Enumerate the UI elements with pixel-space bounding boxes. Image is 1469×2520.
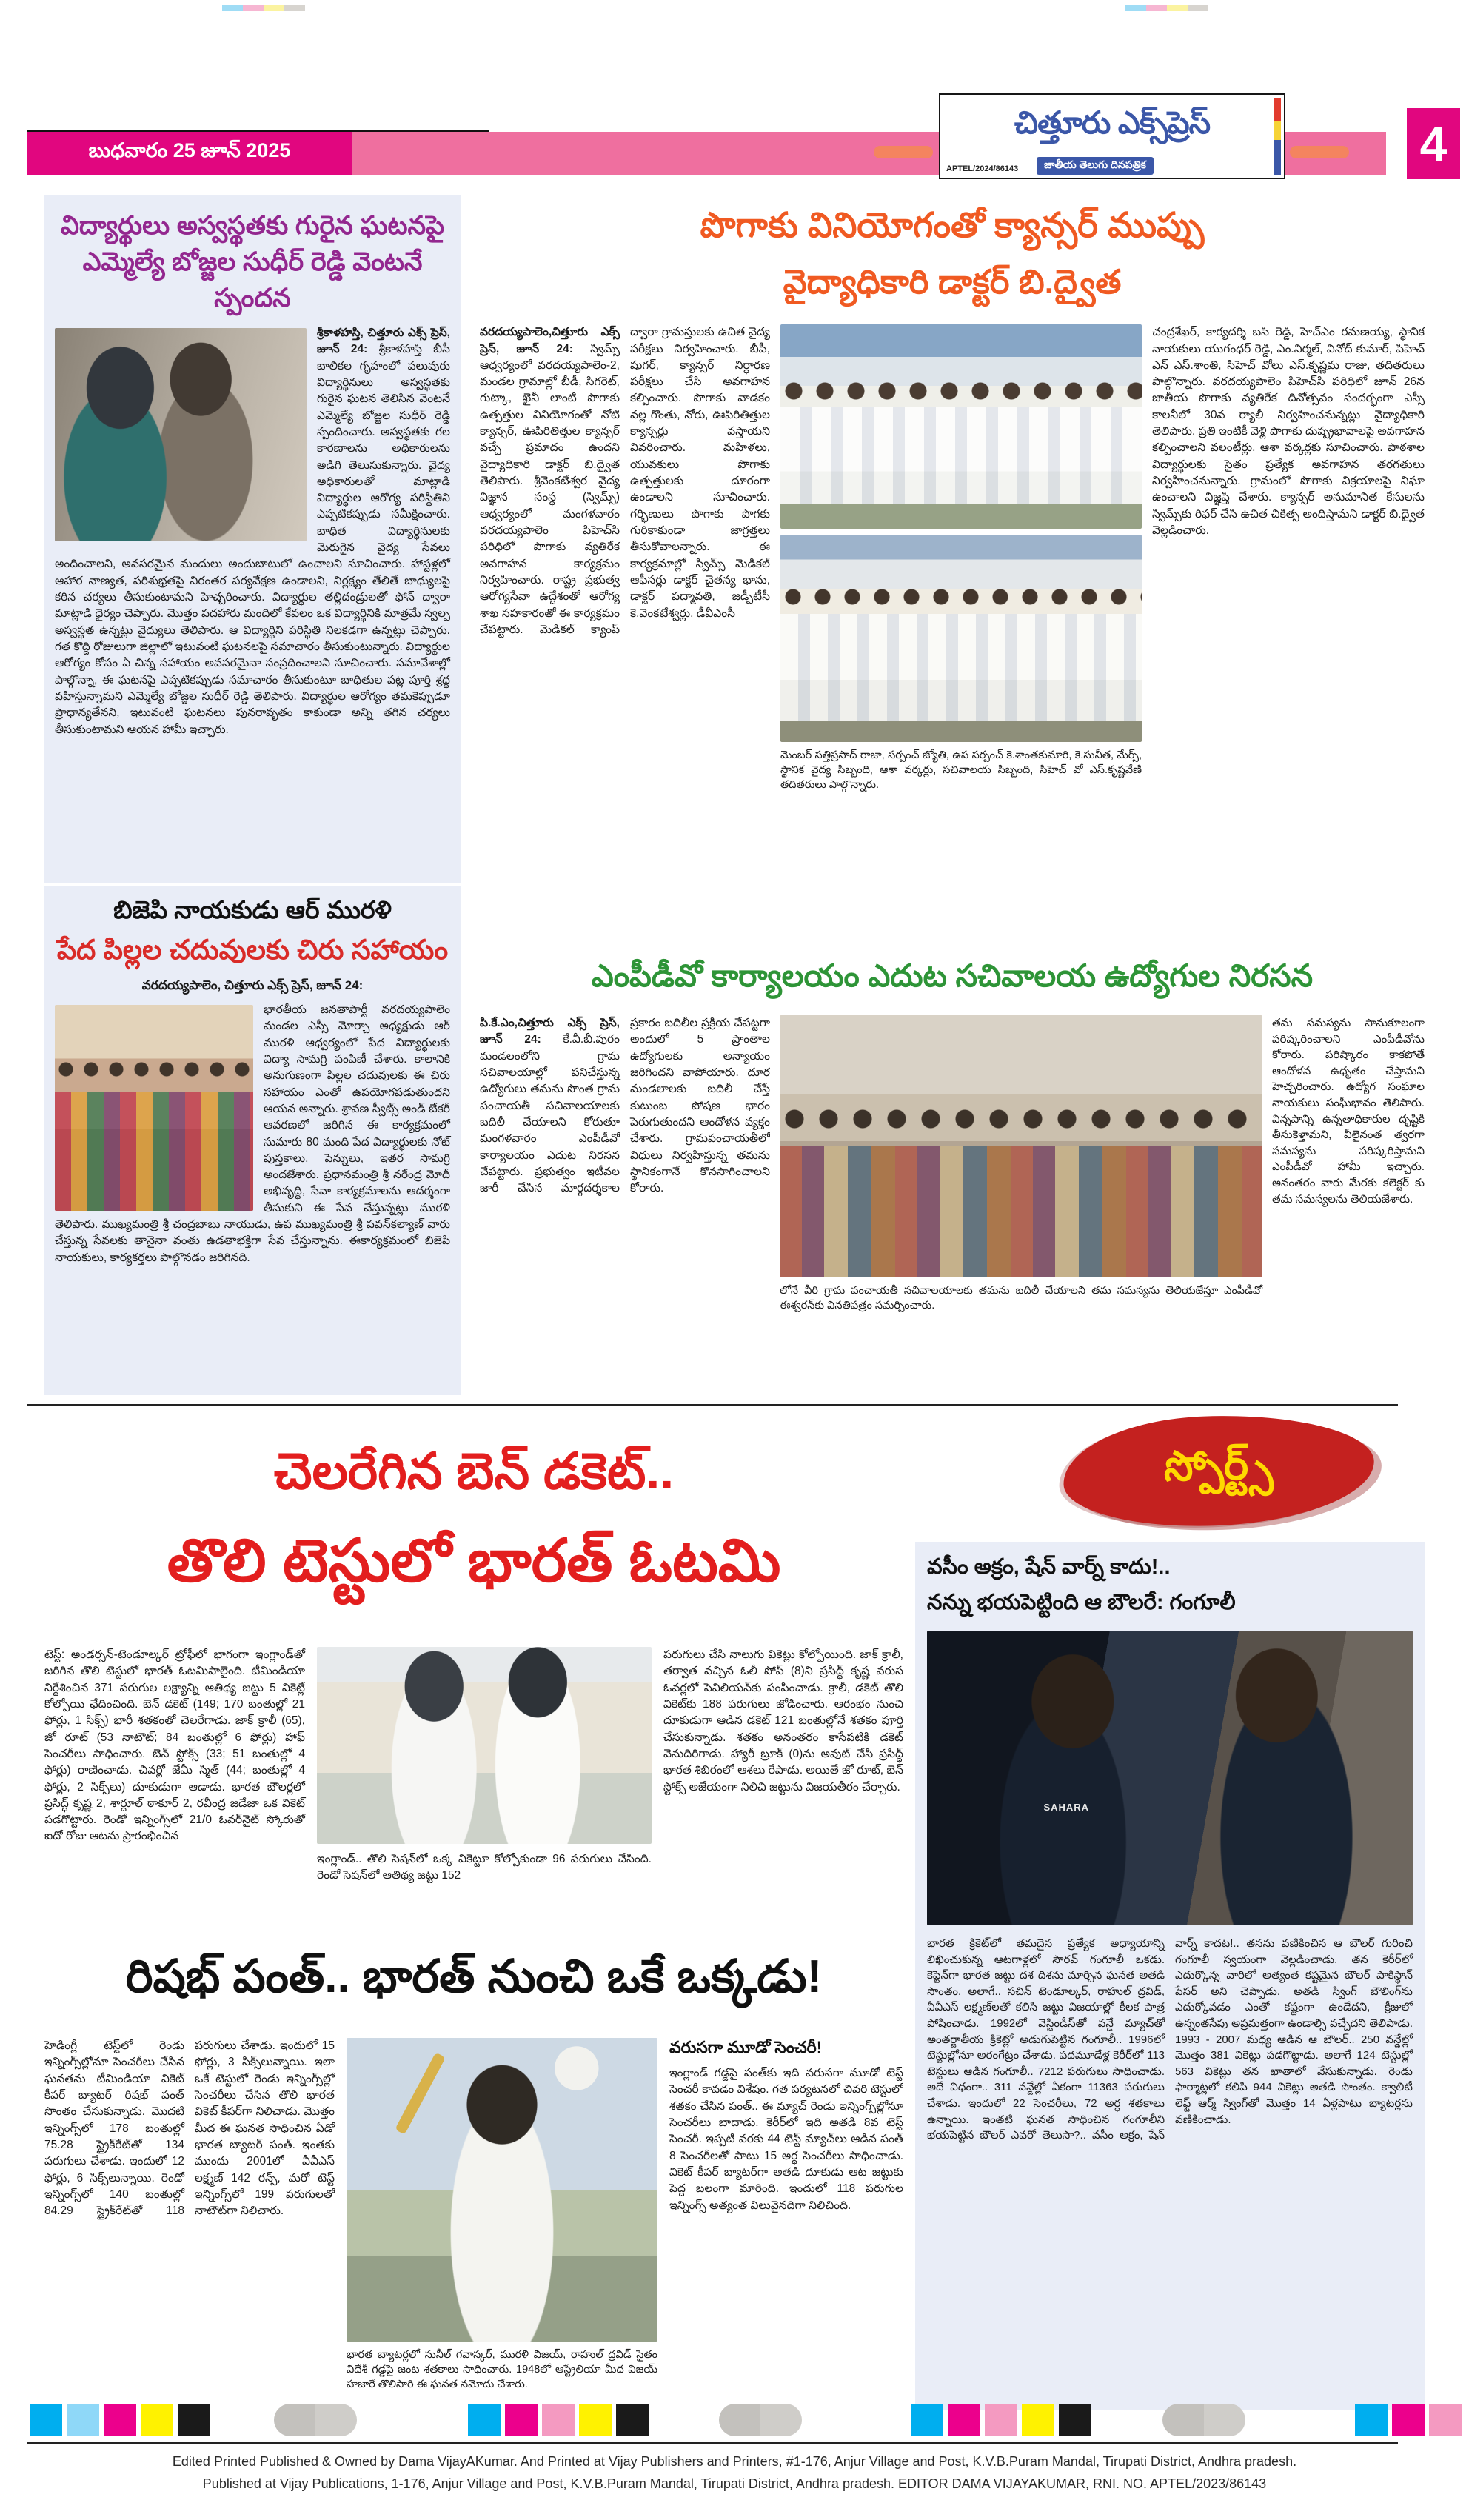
print-marks-capsule-2 <box>719 2404 802 2436</box>
article-test-col2: ఇంగ్లాండ్.. తొలి సెషన్‌లో ఒక్క వికెట్టూ కోల్పోకుండా 96 పరుగులు చేసింది. రెండో సెషన్‌లో ఆతిథ్య జట్టు 152 <box>317 1853 652 1882</box>
article-pant-middle <box>347 2038 657 2413</box>
section-divider <box>27 1404 1398 1406</box>
article-test-match <box>44 1647 903 1945</box>
article-bjp-dateline: వరదయ్యపాలెం, చిత్తూరు ఎక్స్ ప్రెస్, జూన్ 24: <box>141 978 364 992</box>
print-marks-group-2 <box>468 2404 653 2440</box>
article-ganguly-body: భారత క్రికెట్‌లో తమదైన ప్రత్యేక అధ్యాయాన్ని లిఖించుకున్న ఆటగాళ్లలో సౌరవ్ గంగూలీ ఒకడు. కెప్టెన్‌గా భారత జట్టు దశ దిశను మార్చిన ఘనత అతడి సొంతం. అలాగే.. సచిన్ టెండూల్కర్, రాహుల్ ద్రవిడ్, వీవీఎస్ లక్ష్మణ్‌లతో కలిసి జట్టు విజయాల్లో కీలక పాత్ర పోషించాడు. 1992లో వెస్టిండీస్‌తో వన్డే మ్యాచ్‌తో అంతర్జాతీయ క్రికెట్లో అడుగుపెట్టిన గంగూలీ.. 1996లో టెస్టుల్లోనూ అరంగేట్రం చేశాడు. పదమూడేళ్ల కెరీర్‌లో 113 టెస్టులు ఆడిన గంగూలీ.. 7212 పరుగులు సాధించాడు. అదే విధంగా.. 311 వన్డేల్లో ఏకంగా 11363 పరుగులు చేశాడు. ఇందులో 22 సెంచరీలు, 72 అర్ధ శతకాలు ఉన్నాయి. ఇంతటి ఘనత సాధించిన గంగూలీని భయపెట్టిన బౌలర్ ఎవరో తెలుసా?.. వసీం అక్రం, షేన్ వార్న్ కాదట!.. తనను వణికించిన ఆ బౌలర్ గురించి గంగూలీ స్వయంగా వెల్లడించాడు. తన కెరీర్‌లో ఎదుర్కొన్న వారిలో అత్యంత కష్టమైన బౌలర్ పాకిస్థాన్ పేసర్ అని చెప్పాడు. అతడి స్వింగ్ బౌలింగ్‌ను ఎదుర్కోవడం ఎంతో కష్టంగా ఉండేదని, క్రీజులో ఉన్నంతసేపు అప్రమత్తంగా ఉండాల్సి వచ్చేదని తెలిపాడు. 1993 - 2007 మధ్య ఆడిన ఆ బౌలర్.. 250 వన్డేల్లో మొత్తం 381 వికెట్లు పడగొట్టాడు. అలాగే 124 టెస్టుల్లో 563 వికెట్లు తన ఖాతాలో వేసుకున్నాడు. రెండు ఫార్మాట్లలో కలిపి 944 వికెట్లు అతడి సొంతం. క్వాలిటీ లెఫ్ట్ ఆర్మ్ స్వింగ్‌తో మొత్తం 14 ఏళ్లపాటు బ్యాటర్లను వణికించాడు. <box>927 1937 1413 2142</box>
article-bjp <box>44 886 461 1395</box>
article-student-illness <box>44 195 461 883</box>
article-pant-col3: ఇంగ్లాండ్ గడ్డపై పంత్‌కు ఇది వరుసగా మూడో టెస్ట్ సెంచరీ కావడం విశేషం. గత పర్యటనలో చివరి టెస్టులో శతకం చేసిన పంత్.. ఈ మ్యాచ్ రెండు ఇన్నింగ్స్‌ల్లోనూ సెంచరీలు బాదాడు. కెరీర్‌లో ఇది అతడి 8వ టెస్ట్ సెంచరీ. ఇప్పటి వరకు 44 టెస్ట్ మ్యాచ్‌లు ఆడిన పంత్ 8 సెంచరీలతో పాటు 15 అర్ధ సెంచరీలు సాధించాడు. వికెట్ కీపర్ బ్యాటర్‌గా అతడి దూకుడు ఆట జట్టుకు పెద్ద బలంగా మారింది. ఇందులో 118 పరుగుల ఇన్నింగ్స్ అత్యంత విలువైనదిగా నిలిచింది. <box>669 2067 903 2212</box>
article-bjp-body: భారతీయ జనతాపార్టీ వరదయ్యపాలెం మండల ఎస్సీ మోర్చా అధ్యక్షుడు ఆర్ మురళి ఆధ్వర్యంలో పేద విద్యార్థులకు విద్యా సామగ్రి పంపిణీ చేశారు. కాలానికి అనుగుణంగా పిల్లల చదువులకు ఈ చిరు సహాయం ఎంతో ఉపయోగపడుతుందని ఆయన అన్నారు. శ్రావణ స్వీట్స్ అండ్ బేకరీ ఆవరణలో జరిగిన ఈ కార్యక్రమంలో సుమారు 80 మంది పేద విద్యార్థులకు నోట్ పుస్తకాలు, పెన్నులు, ఇతర సామగ్రి అందజేశారు. ప్రధానమంత్రి శ్రీ నరేంద్ర మోదీ అభివృద్ధి, సేవా కార్యక్రమాలను ఆదర్శంగా తీసుకుని ఈ సేవ చేస్తున్నట్లు మురళి తెలిపారు. ముఖ్యమంత్రి శ్రీ చంద్రబాబు నాయుడు, ఉప ముఖ్యమంత్రి శ్రీ పవన్‌కల్యాణ్ వారు చేస్తున్న సేవలకు తానైనా వంతు ఉడతాభక్తిగా సేవ చేస్తున్నాను. ఈకార్యక్రమంలో బిజెపి నాయకులు, కార్యకర్తలు పాల్గొనడం జరిగినది. <box>55 1003 450 1264</box>
article-student-body: శ్రీకాళహస్తి బీసీ బాలికల గృహంలో పలువురు విద్యార్థినులు అస్వస్థతకు గురైన ఘటన తెలిసిన వెంటనే ఎమ్మెల్యే బోజ్జల సుధీర్ రెడ్డి స్పందించారు. అస్వస్థతకు గల కారణాలను అధికారులను అడిగి తెలుసుకున్నారు. వైద్య అధికారులతో మాట్లాడి విద్యార్థుల ఆరోగ్య పరిస్థితిని ఎప్పటికప్పుడు సమీక్షించారు. బాధిత విద్యార్థినులకు మెరుగైన వైద్య సేవలు అందించాలని, అవసరమైన మందులు అందుబాటులో ఉంచాలని సూచించారు. హాస్టళ్లలో ఆహార నాణ్యత, పరిశుభ్రతపై నిరంతర పర్యవేక్షణ ఉండాలని, నిర్లక్ష్యం తేలితే బాధ్యులపై కఠిన చర్యలు తీసుకుంటామని హెచ్చరించారు. విద్యార్థుల తల్లిదండ్రులతో ఫోన్ ద్వారా మాట్లాడి ధైర్యం చెప్పారు. మొత్తం పదహారు మందిలో కేవలం ఒక విద్యార్థినికి మాత్రమే స్వల్ప అస్వస్థత ఉన్నట్లు వైద్యులు తెలిపారు. ఆ విద్యార్థిని పరిస్థితి నిలకడగా ఉన్నట్లు చెప్పారు. గత కొద్ది రోజులుగా జిల్లాలో ఇటువంటి ఘటనలపై సమాచారం తీసుకుంటున్నారు. విద్యార్థుల ఆరోగ్యం కోసం ఏ చిన్న సహాయం అవసరమైనా సంప్రదించాలని సూచించారు. సమావేశాల్లో పాల్గొన్నా, ఈ ఘటనపై ఎప్పటికప్పుడు సమాచారం తీసుకుంటూ బాధితుల పట్ల పూర్తి శ్రద్ధ వహిస్తున్నామని ఎమ్మెల్యే బోజ్జల సుధీర్ రెడ్డి తెలిపారు. విద్యార్థుల ఆరోగ్యం తమకెప్పుడూ ప్రాధాన్యతేనని, ఇటువంటి ఘటనలు పునరావృతం కాకుండా అన్ని తగిన చర్యలు తీసుకుంటామని ఆయన హామీ ఇచ్చారు. <box>55 343 450 736</box>
article-tobacco <box>480 194 1425 883</box>
sports-main-headline-2: తొలి టెస్టులో భారత్ ఓటమి <box>167 1528 781 1594</box>
photo-heads-row <box>780 1104 1262 1134</box>
photo-ganguly <box>927 1631 1413 1925</box>
masthead-subtitle: జాతీయ తెలుగు దినపత్రిక <box>1037 157 1154 175</box>
sports-badge <box>1062 1411 1376 1531</box>
article-test-col3: పరుగులు చేసి నాలుగు వికెట్లు కోల్పోయింది. జాక్ క్రాలీ, తర్వాత వచ్చిన ఓలీ పోప్ (8)ని ప్రసిద్ధ్ కృష్ణ వరుస ఓవర్లలో పెవిలియన్‌కు పంపించాడు. క్రాలీ, డకెట్ తొలి వికెట్‌కు 188 పరుగులు జోడించారు. ఆరంభం నుంచి దూకుడుగా ఆడిన డకెట్ 121 బంతుల్లోనే శతకం పూర్తి చేసుకున్నాడు. శతకం అనంతరం కాసేపటికి డకెట్ వెనుదిరిగాడు. హ్యారీ బ్రూక్ (0)ను అవుట్ చేసి ప్రసిద్ధ్ భారత శిబిరంలో ఆశలు రేపాడు. అయితే జో రూట్, బెన్ స్టోక్స్ అజేయంగా నిలిచి జట్టును విజయతీరం చేర్చారు. <box>663 1648 903 1794</box>
masthead <box>939 93 1285 179</box>
sports-badge-label: స్పోర్ట్స్ <box>1163 1440 1274 1490</box>
print-marks-group-4 <box>1355 2404 1466 2440</box>
article-tobacco-colB: చంద్రశేఖర్, కార్యదర్శి బసి రెడ్డి, హెచ్ఎం రమణయ్య, స్థానిక నాయకులు యుగంధర్ రెడ్డి, ఎం.నిర్మల్, వినోద్ కుమార్, పిహెచ్ ఎన్ ఎస్.శాంతి, సిహెచ్ వోలు ఎస్.కృష్ణమ రాజు, తదితరులు పాల్గొన్నారు. వరదయ్యపాలెం పిహెచ్‌సి పరిధిలో జూన్ 26న జాతీయ పొగాకు వ్యతిరేక దినోత్సవం సందర్భంగా ఎస్సీ కాలనీలో 30వ ర్యాలీ నిర్వహించనున్నట్లు వైద్యాధికారి తెలిపారు. ప్రతి ఇంటికీ వెళ్లి పొగాకు దుష్ప్రభావాలపై అవగాహన కల్పించాలని వలంటీర్లు, ఆశా వర్కర్లకు సూచించారు. పాఠశాల విద్యార్థులకు సైతం ప్రత్యేక అవగాహన తరగతులు నిర్వహించనున్నారు. గ్రామంలో పొగాకు విక్రయాలపై నిఘా ఉంచాలని విజ్ఞప్తి చేశారు. క్యాన్సర్ అనుమానిత కేసులను స్విమ్స్‌కు రిఫర్ చేసి ఉచిత చికిత్స అందిస్తామని డాక్టర్ బి.ద్వైత వెల్లడించారు. <box>1152 326 1425 537</box>
masthead-dash-left <box>874 146 933 158</box>
article-tobacco-text-right <box>1152 324 1425 852</box>
header-date-box <box>27 132 352 175</box>
article-ganguly-headline-2: నన్ను భయపెట్టింది ఆ బౌలరే: గంగూలీ <box>927 1591 1236 1614</box>
article-mpdo <box>480 954 1425 1398</box>
article-mpdo-photo-wrap <box>780 1015 1262 1386</box>
photo-heads-row <box>780 378 1142 404</box>
article-tobacco-text-left <box>480 324 770 852</box>
masthead-dash-right <box>1290 146 1349 158</box>
photo-bodies-row <box>780 407 1142 504</box>
print-marks-top-left <box>222 1 305 15</box>
article-test-middle <box>317 1647 652 1945</box>
article-student-dateline: శ్రీకాళహస్తి, చిత్తూరు ఎక్స్ ప్రెస్, జూన్ 24: <box>317 327 450 356</box>
article-mpdo-colB: తమ సమస్యను సానుకూలంగా పరిష్కరించాలని ఎంపీడీవోను కోరారు. పరిష్కారం కాకపోతే ఆందోళన ఉధృతం చేస్తామని హెచ్చరించారు. ఉద్యోగ సంఘాల నాయకులు సంఘీభావం తెలిపారు. విన్నపాన్ని ఉన్నతాధికారుల దృష్టికి తీసుకెళ్తామని, వీలైనంత త్వరగా సమస్యను పరిష్కరిస్తామని ఎంపీడీవో హామీ ఇచ్చారు. అనంతరం వారు మేరకు కలెక్టర్ కు తమ సమస్యలను తెలియజేశారు. <box>1272 1017 1425 1206</box>
photo-rishabh-pant <box>347 2038 657 2342</box>
photo-bodies-row <box>780 1146 1262 1277</box>
cricket-bat <box>395 2053 446 2135</box>
article-ganguly <box>915 1542 1425 2410</box>
article-pant-col2: భారత బ్యాటర్లలో సునీల్ గవాస్కర్, మురళి విజయ్, రాహుల్ ద్రవిడ్ సైతం విదేశీ గడ్డపై జంట శతకాలు సాధించారు. 1948లో ఆస్ట్రేలియా మీద విజయ్ హజారే తొలిసారి ఈ ఘనత నమోదు చేశారు. <box>347 2349 657 2390</box>
article-tobacco-colA: స్విమ్స్ ఆధ్వర్యంలో వరదయ్యపాలెం-2, మండల గ్రామాల్లో బీడీ, సిగరెట్, గుట్కా, ఖైనీ లాంటి పొగాకు ఉత్పత్తుల వినియోగంతో నోటి క్యాన్సర్, ఊపిరితిత్తుల క్యాన్సర్ వచ్చే ప్రమాదం ఉందని వైద్యాధికారి డాక్టర్ బి.ద్వైత తెలిపారు. శ్రీవెంకటేశ్వర వైద్య విజ్ఞాన సంస్థ (స్విమ్స్) ఆధ్వర్యంలో మంగళవారం వరదయ్యపాలెం పిహెచ్‌సి పరిధిలో పొగాకు వ్యతిరేక అవగాహన కార్యక్రమం నిర్వహించారు. రాష్ట్ర ప్రభుత్వ ఆరోగ్యసేవా ఉద్దేశంతో ఆరోగ్య శాఖ సహకారంతో ఈ కార్యక్రమం చేపట్టారు. మెడికల్ క్యాంప్ ద్వారా గ్రామస్తులకు ఉచిత వైద్య పరీక్షలు నిర్వహించారు. బీపీ, షుగర్, క్యాన్సర్ నిర్ధారణ పరీక్షలు చేసి అవగాహన కల్పించారు. పొగాకు వాడకం వల్ల గొంతు, నోరు, ఊపిరితిత్తుల క్యాన్సర్లు వస్తాయని వివరించారు. మహిళలు, యువకులు పొగాకు ఉత్పత్తులకు దూరంగా ఉండాలని సూచించారు. గర్భిణులు పొగాకు పొగకు గురికాకుండా జాగ్రత్తలు తీసుకోవాలన్నారు. ఈ కార్యక్రమాల్లో స్విమ్స్ మెడికల్ ఆఫీసర్లు డాక్టర్ చైతన్య భాను, డాక్టర్ పద్మావతి, జడ్పీటీసీ కె.వెంకటేశ్వర్లు, డీవీఎంసీ <box>480 326 770 636</box>
print-marks-capsule-1 <box>274 2404 357 2436</box>
article-mpdo-text-right <box>1272 1015 1425 1386</box>
jersey-text: SAHARA <box>1043 1801 1090 1813</box>
article-tobacco-headline-1: పొగాకు వినియోగంతో క్యాన్సర్ ముప్పు <box>700 205 1205 244</box>
sports-main-headline-1: చెలరేగిన బెన్ డకెట్.. <box>273 1443 675 1500</box>
page-date: బుధవారం 25 జూన్ 2025 <box>88 139 291 161</box>
article-mpdo-dateline: పి.కే.ఎం,చిత్తూరు ఎక్స్ ప్రెస్, జూన్ 24: <box>480 1017 620 1046</box>
photo-england-batsmen <box>317 1647 652 1844</box>
article-tobacco-caption: మెంబర్ సత్తిప్రసాద్ రాజా, సర్పంచ్ జ్యోతి, ఉప సర్పంచ్ కె.శాంతకుమారి, కె.సునీత, మేర్స్, స్థానిక వైద్య సిబ్బంది, ఆశా వర్కర్లు, సచివాలయ సిబ్బంది, సిహెచ్ వో ఎస్.కృష్ణవేణి తదితరులు పాల్గొన్నారు. <box>780 749 1142 792</box>
article-pant <box>44 2038 903 2413</box>
article-pant-right <box>669 2038 903 2413</box>
print-marks-group-1 <box>30 2404 215 2440</box>
footer-rule <box>27 2442 1398 2444</box>
article-pant-subhead: వరుసగా మూడో సెంచరీ! <box>669 2038 823 2056</box>
article-bjp-headline-1: బిజెపి నాయకుడు ఆర్ మురళి <box>113 896 392 923</box>
print-marks-top-right <box>1125 1 1208 15</box>
page-number: 4 <box>1419 116 1448 171</box>
photo-bjp-event <box>55 1005 253 1211</box>
page-number-box <box>1407 108 1460 179</box>
print-marks-group-3 <box>911 2404 1096 2440</box>
article-mpdo-text-left <box>480 1015 770 1386</box>
footer-line-1: Edited Printed Published & Owned by Dama VijayAKumar. And Printed at Vijay Publishers and Printers, #1-176, Anjur Village and Post, K.V.B.Puram Mandal, Tirupati District, Andhra pradesh. <box>172 2454 1297 2469</box>
photo-protest <box>780 1015 1262 1277</box>
article-mpdo-caption: లోనే వీరి గ్రామ పంచాయతీ సచివాలయాలకు తమను బదిలీ చేయాలని తమ సమస్యను తెలియజేస్తూ ఎంపీడీవో ఈశ్వరన్‌కు వినతిపత్రం సమర్పించారు. <box>780 1285 1262 1311</box>
article-mpdo-colA: కే.వీ.బీ.పురం మండలంలోని గ్రామ సచివాలయాల్లో పనిచేస్తున్న ఉద్యోగులు తమను సొంత గ్రామ పంచాయతీ సచివాలయాలకు బదిలీ చేయాలని కోరుతూ మంగళవారం ఎంపీడీవో కార్యాలయం ఎదుట నిరసన చేపట్టారు. ప్రభుత్వం ఇటీవల జారీ చేసిన మార్గదర్శకాల ప్రకారం బదిలీల ప్రక్రియ చేపట్టగా అందులో 5 ప్రాంతాల ఉద్యోగులకు అన్యాయం జరిగిందని వాపోయారు. దూర మండలాలకు బదిలీ చేస్తే కుటుంబ పోషణ భారం పెరుగుతుందని ఆందోళన వ్యక్తం చేశారు. గ్రామపంచాయతీలో విధులు నిర్వహిస్తున్న తమను స్థానికంగానే కొనసాగించాలని కోరారు. <box>480 1017 770 1195</box>
photo-heads-row <box>55 1058 253 1080</box>
article-student-headline-1: విద్యార్థులు అస్వస్థతకు గురైన ఘటనపై <box>60 211 445 240</box>
article-bjp-headline-2: పేద పిల్లల చదువులకు చిరు సహాయం <box>56 935 449 965</box>
footer-line-2: Published at Vijay Publications, 1-176, Anjur Village and Post, K.V.B.Puram Mandal, Tirupati District, Andhra pradesh. EDITOR DAMA VIJAYAKUMAR, RNI. NO. APTEL/2023/86143 <box>202 2476 1267 2491</box>
masthead-color-strip <box>1274 98 1281 175</box>
article-student-headline-2: ఎమ్మెల్యే బోజ్జల సుధీర్ రెడ్డి వెంటనే స్పందన <box>82 247 423 313</box>
article-pant-headline: రిషభ్ పంత్.. భారత్ నుంచి ఒకే ఒక్కడు! <box>125 1951 823 2002</box>
masthead-title: చిత్తూరు ఎక్స్‌ప్రెస్ <box>1014 105 1211 140</box>
photo-medical-camp-2 <box>780 535 1142 742</box>
article-tobacco-photos <box>780 324 1142 852</box>
photo-medical-camp-1 <box>780 324 1142 529</box>
photo-bodies-row <box>780 614 1142 722</box>
article-tobacco-headline-2: వైద్యాధికారి డాక్టర్ బి.ద్వైత <box>783 263 1122 301</box>
article-pant-col1: హెడింగ్లీ టెస్ట్‌లో రెండు ఇన్నింగ్స్‌ల్లోనూ సెంచరీలు చేసిన ఘనతను టీమిండియా వికెట్ కీపర్ బ్యాటర్ రిషభ్ పంత్ సొంతం చేసుకున్నాడు. మొదటి ఇన్నింగ్స్‌లో 178 బంతుల్లో 75.28 స్ట్రైక్‌రేట్‌తో 134 పరుగులు చేశాడు. ఇందులో 12 ఫోర్లు, 6 సిక్స్‌లున్నాయి. రెండో ఇన్నింగ్స్‌లో 140 బంతుల్లో 84.29 స్ట్రైక్‌రేట్‌తో 118 పరుగులు చేశాడు. ఇందులో 15 ఫోర్లు, 3 సిక్స్‌లున్నాయి. ఇలా ఒకే టెస్టులో రెండు ఇన్నింగ్స్‌ల్లో సెంచరీలు చేసిన తొలి భారత వికెట్ కీపర్‌గా నిలిచాడు. మొత్తం మీద ఈ ఘనత సాధించిన ఏడో భారత బ్యాటర్ పంత్. ఇంతకు ముందు 2001లో వీవీఎస్ లక్ష్మణ్ 142 రన్స్, మరో టెస్ట్ ఇన్నింగ్స్‌లో 199 పరుగులతో నాటౌట్‌గా నిలిచారు. <box>44 2039 335 2218</box>
article-ganguly-headline-1: వసీం అక్రం, షేన్ వార్న్ కాదు!.. <box>927 1555 1171 1579</box>
article-mpdo-headline: ఎంపీడీవో కార్యాలయం ఎదుట సచివాలయ ఉద్యోగుల నిరసన <box>591 958 1314 993</box>
article-test-col1: టెస్ట్: అండర్సన్-టెండూల్కర్ ట్రోఫీలో భాగంగా ఇంగ్లాండ్‌తో జరిగిన తొలి టెస్టులో భారత్ ఓటమిపాలైంది. టీమిండియా నిర్దేశించిన 371 పరుగుల లక్ష్యాన్ని ఆతిథ్య జట్టు 5 వికెట్లే కోల్పోయి ఛేదించింది. బెన్ డకెట్ (149; 170 బంతుల్లో 21 ఫోర్లు, 1 సిక్స్) భారీ శతకంతో చెలరేగాడు. జాక్ క్రాలీ (65), జో రూట్ (53 నాటౌట్; 84 బంతుల్లో 6 ఫోర్లు) హాఫ్ సెంచరీలు సాధించారు. బెన్ స్టోక్స్ (33; 51 బంతుల్లో 4 ఫోర్లు) రాణించాడు. చివర్లో జేమీ స్మిత్ (44; బంతుల్లో 4 ఫోర్లు, 2 సిక్స్‌లు) దూకుడుగా ఆడాడు. భారత బౌలర్లలో ప్రసిద్ధ్ కృష్ణ 2, శార్దూల్ ఠాకూర్ 2, రవీంద్ర జడేజా ఒక వికెట్ పడగొట్టారు. రెండో ఇన్నింగ్స్‌లో 21/0 ఓవర్‌నైట్ స్కోరుతో ఐదో రోజు ఆటను ప్రారంభించిన <box>44 1648 305 1843</box>
photo-mla-visit <box>55 328 307 541</box>
print-marks-capsule-3 <box>1162 2404 1245 2436</box>
photo-bodies-row <box>55 1092 253 1211</box>
photo-heads-row <box>780 584 1142 609</box>
masthead-regno: APTEL/2024/86143 <box>946 164 1019 173</box>
article-tobacco-dateline: వరదయ్యపాలెం,చిత్తూరు ఎక్స్ ప్రెస్, జూన్ 24: <box>480 326 620 355</box>
